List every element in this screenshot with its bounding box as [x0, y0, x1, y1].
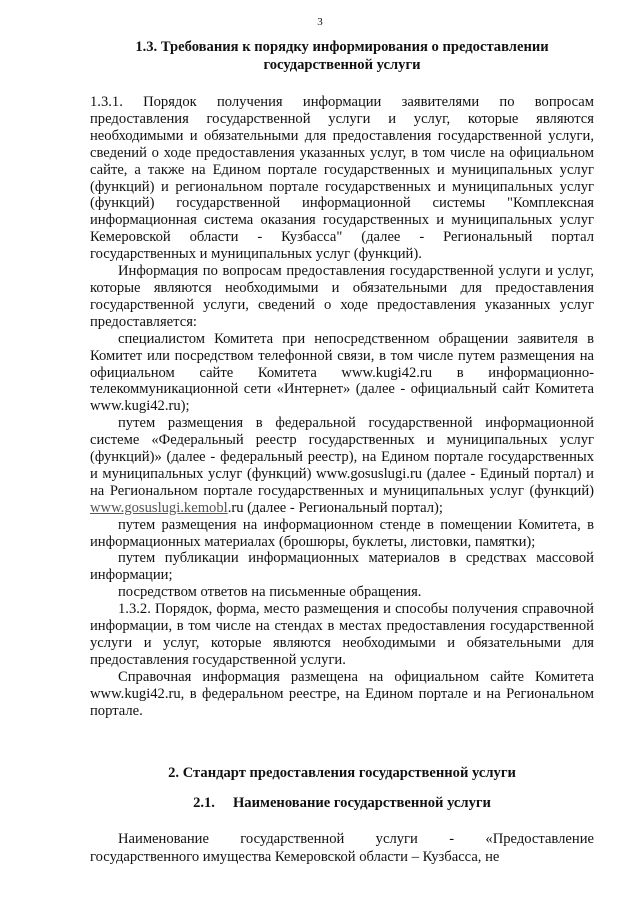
- section-2-1-heading: [90, 794, 594, 812]
- paragraph-1-3-2: 1.3.2. Порядок, форма, место размещения и способы получения справочной информации, в том числе на стендах в местах предоставления государственной услуги и услуг, которые являются необходимыми и обязательными для предоставления государственной услуги.: [90, 601, 594, 668]
- paragraph-stand: путем размещения на информационном стенде в помещении Комитета, в информационных материалах (брошюры, буклеты, листовки, памятки);: [90, 516, 594, 550]
- paragraph-service-name: Наименование государственной услуги - «Предоставление государственного имущества Кемеровской области – Кузбасса, не: [90, 831, 594, 865]
- section-1-3-title-line1: 1.3. Требования к порядку информирования о предоставлении: [135, 39, 549, 55]
- section-2-1-body: [90, 830, 594, 866]
- section-2-heading: 2. Стандарт предоставления государственной услуги: [168, 765, 516, 781]
- section-1-3-body: [90, 94, 594, 720]
- paragraph-federal: [90, 415, 594, 516]
- section-1-3-heading: [90, 38, 594, 74]
- paragraph-1-3-1: 1.3.1. Порядок получения информации заявителями по вопросам предоставления государственной услуги и услуг, которые являются необходимыми и обязательными для предоставления государственной услуги, сведений о ходе предоставления указанных услуг, в том числе на официальном сайте, а также на Едином портале государственных и муниципальных услуг (функций) и региональном портале государственных и муниципальных услуг (функций) государственной информационной системы "Комплексная информационная система оказания государственных и муниципальных услуг Кемеровской области - Кузбасса" (далее - Региональный портал государственных и муниципальных услуг (функций).: [90, 94, 594, 263]
- paragraph-info: Информация по вопросам предоставления государственной услуги и услуг, которые являются необходимыми и обязательными для предоставления государственной услуги, сведений о ходе предоставления указанных услуг предоставляется:: [90, 263, 594, 330]
- regional-portal-link[interactable]: www.gosuslugi.kemobl: [90, 499, 228, 516]
- paragraph-federal-tail: .ru (далее - Региональный портал);: [227, 499, 443, 516]
- paragraph-reference: Справочная информация размещена на официальном сайте Комитета www.kugi42.ru, в федеральном реестре, на Едином портале и на Региональном портале.: [90, 668, 594, 719]
- paragraph-written: посредством ответов на письменные обращения.: [118, 584, 422, 601]
- paragraph-media: путем публикации информационных материалов в средствах массовой информации;: [90, 550, 594, 584]
- paragraph-federal-text: путем размещения в федеральной государственной информационной системе «Федеральный реестр государственных и муниципальных услуг (функций)» (далее - федеральный реестр), на Едином портале государственных и муниципальных услуг (функций) www.gosuslugi.ru (далее - Единый портал) и на Региональном портале государственных и муниципальных услуг (функций): [90, 415, 594, 499]
- section-1-3-title-line2: государственной услуги: [263, 57, 421, 73]
- page-number: 3: [317, 16, 323, 28]
- section-2-1-title: Наименование государственной услуги: [232, 795, 491, 811]
- section-2-1-number: 2.1.: [193, 795, 215, 811]
- paragraph-specialist: специалистом Комитета при непосредственном обращении заявителя в Комитет или посредством телефонной связи, в том числе путем размещения на официальном сайте Комитета www.kugi42.ru в информационно-телекоммуникационной сети «Интернет» (далее - официальный сайт Комитета www.kugi42.ru);: [90, 330, 594, 415]
